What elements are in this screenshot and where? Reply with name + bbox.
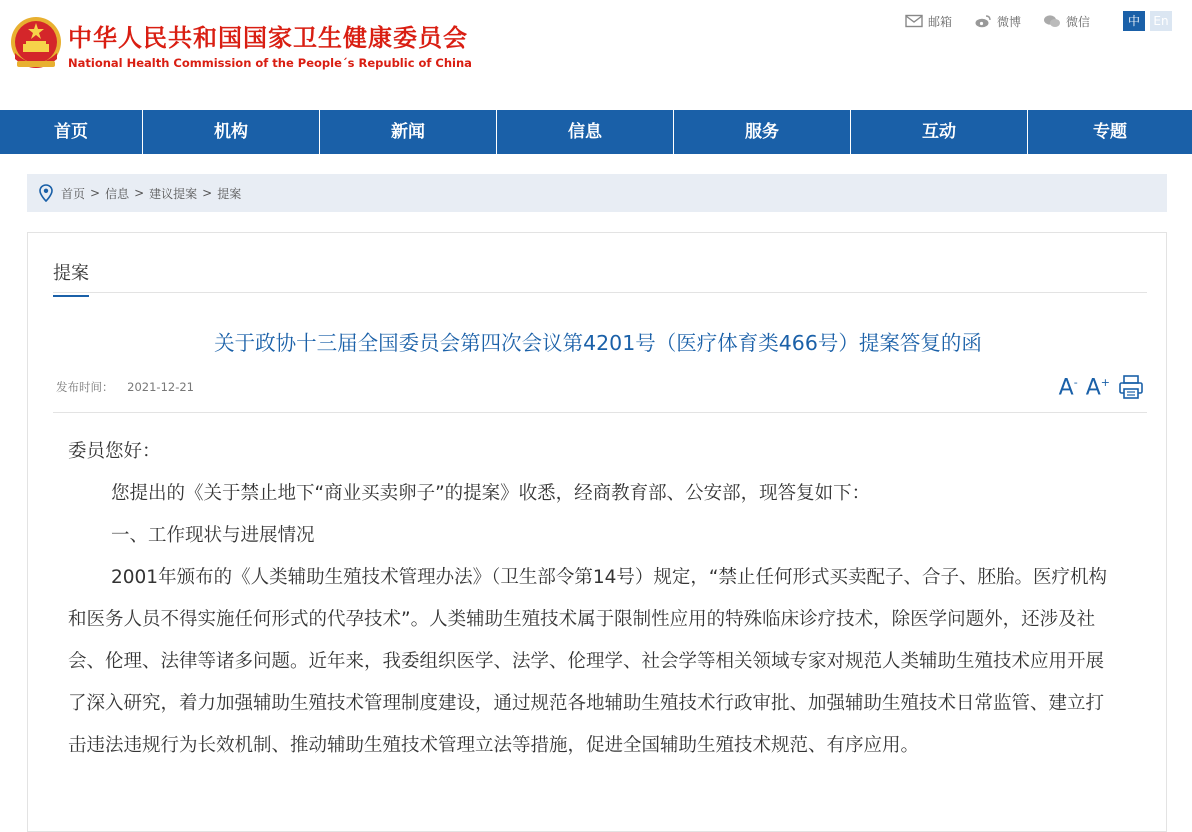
publish-info [56, 379, 194, 395]
breadcrumb-separator: > [90, 186, 101, 200]
print-icon[interactable] [1118, 374, 1144, 400]
nav-topics[interactable]: 专题 [1093, 122, 1127, 142]
site-subtitle[interactable]: National Health Commission of the People´s Republic of China [68, 56, 472, 70]
national-emblem-icon[interactable] [9, 15, 63, 73]
breadcrumb-information[interactable]: 信息 [105, 186, 130, 201]
language-switch [1118, 11, 1172, 31]
publish-label: 发布时间： [56, 380, 114, 394]
wechat-icon [1043, 14, 1061, 28]
site-header [0, 0, 1192, 110]
weibo-link[interactable] [974, 13, 1021, 30]
breadcrumb-proposals[interactable]: 提案 [217, 186, 242, 201]
breadcrumb-suggestions[interactable]: 建议提案 [149, 186, 198, 201]
location-pin-icon [39, 184, 53, 202]
nav-information[interactable]: 信息 [497, 110, 674, 154]
paragraph: 2001年颁布的《人类辅助生殖技术管理办法》（卫生部令第14号）规定，“禁止任何形式买卖配子、合子、胚胎。医疗机构和医务人员不得实施任何形式的代孕技术”。人类辅助生殖技术属于限制性应用的特殊临床诊疗技术，除医学问题外，还涉及社会、伦理、法律等诸多问题。近年来，我委组织医学、法学、伦理学、社会学等相关领域专家对规范人类辅助生殖技术应用开展了深入研究，着力加强辅助生殖技术管理制度建设，通过规范各地辅助生殖技术行政审批、加强辅助生殖技术日常监管、建立打击违法违规行为长效机制、推动辅助生殖技术管理立法等措施，促进全国辅助生殖技术规范、有序应用。 [68, 567, 1107, 756]
divider [53, 292, 1147, 293]
font-increase-button[interactable]: A+ [1085, 375, 1110, 401]
mail-label: 邮箱 [927, 14, 952, 29]
nav-home[interactable]: 首页 [0, 110, 143, 154]
weibo-label: 微博 [996, 14, 1021, 29]
article-title: 关于政协十三届全国委员会第四次会议第4201号（医疗体育类466号）提案答复的函 [214, 331, 982, 355]
mail-icon [905, 14, 923, 28]
font-decrease-button[interactable]: A- [1058, 375, 1078, 401]
article-panel [27, 232, 1167, 832]
nav-service[interactable]: 服务 [674, 110, 851, 154]
nav-news[interactable]: 新闻 [320, 110, 497, 154]
wechat-link[interactable] [1043, 13, 1090, 30]
breadcrumb [27, 174, 1167, 212]
wechat-label: 微信 [1065, 14, 1090, 29]
publish-date: 2021-12-21 [127, 380, 194, 394]
lang-zh-button[interactable]: 中 [1123, 11, 1145, 31]
top-links [905, 10, 1172, 32]
article-body [68, 431, 1113, 767]
lang-en-button[interactable]: En [1150, 11, 1172, 31]
breadcrumb-separator: > [202, 186, 213, 200]
section-heading: 一、工作现状与进展情况 [111, 525, 315, 546]
divider [53, 412, 1147, 413]
site-title[interactable]: 中华人民共和国国家卫生健康委员会 [68, 24, 468, 52]
nav-interaction[interactable]: 互动 [851, 110, 1028, 154]
section-tab[interactable]: 提案 [53, 259, 89, 297]
mail-link[interactable] [905, 13, 952, 30]
breadcrumb-separator: > [134, 186, 145, 200]
main-nav [0, 110, 1192, 154]
weibo-icon [974, 14, 992, 28]
greeting: 委员您好： [68, 441, 161, 462]
breadcrumb-home[interactable]: 首页 [61, 186, 86, 201]
article-tools [1059, 371, 1144, 400]
paragraph: 您提出的《关于禁止地下“商业买卖卵子”的提案》收悉，经商教育部、公安部，现答复如下： [111, 483, 871, 504]
nav-organization[interactable]: 机构 [143, 110, 320, 154]
